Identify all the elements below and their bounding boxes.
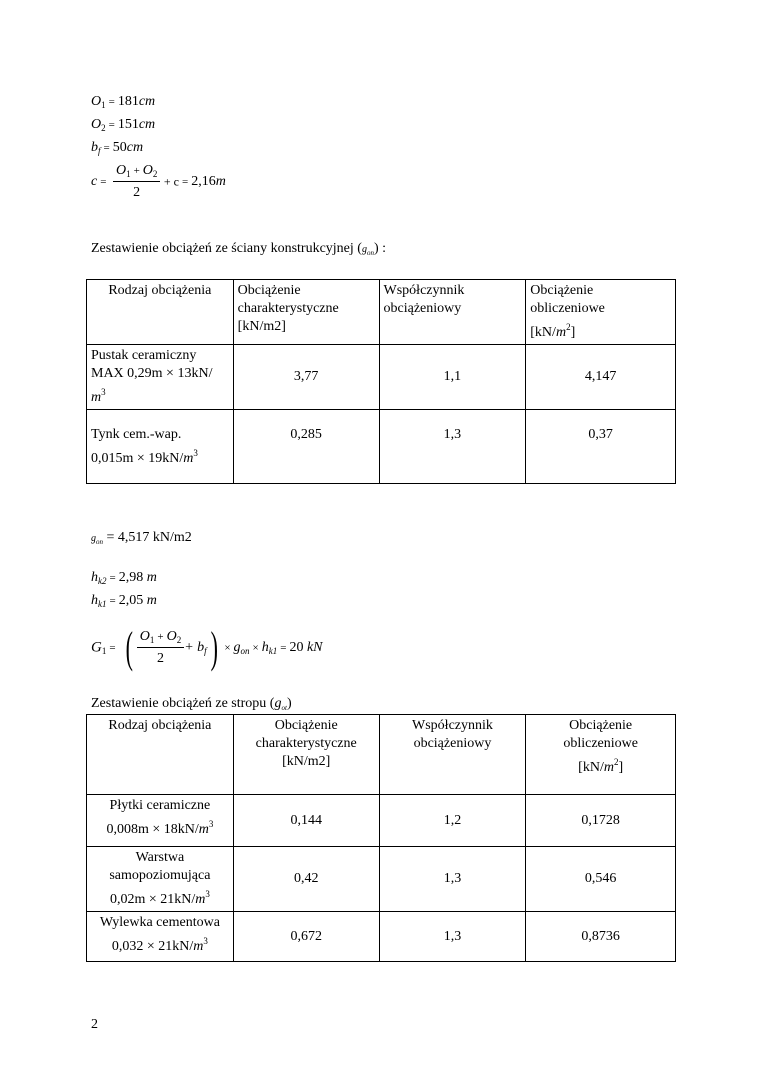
row-label: Płytki ceramiczne $0,008m \times 18kN/m^3$ xyxy=(87,795,234,847)
row-label: Pustak ceramiczny MAX 0,29m × 13kN/ $m^3$ xyxy=(87,345,234,410)
table-row xyxy=(87,912,676,962)
section1-title: Zestawienie obciążeń ze ściany konstrukcyjnej $(g_{on})$ : xyxy=(91,241,387,257)
row-char-value: 0,285 xyxy=(233,410,379,484)
row-char-value: 0,144 xyxy=(233,795,379,847)
section2-title: Zestawienie obciążeń ze stropu $(g_{ot})$ xyxy=(91,696,292,712)
row-char-value: 0,42 xyxy=(233,847,379,912)
hk1-value: $h_{k1} = 2,05$ m xyxy=(91,593,157,609)
c-fraction: $\frac{O_1 + O_2}{2}$ xyxy=(113,163,160,201)
param-o2: $O_2 = 151cm$ xyxy=(91,117,156,133)
table-row xyxy=(87,345,676,410)
hk2-value: $h_{k2} = 2,98$ m xyxy=(91,570,157,586)
header-load-type: Rodzaj obciążenia xyxy=(87,715,234,795)
row-char-value: 3,77 xyxy=(233,345,379,410)
row-factor-value: 1,2 xyxy=(379,795,526,847)
row-design-value: 0,8736 xyxy=(526,912,676,962)
gon-value: $g_{on} = 4,517$ kN/m2 xyxy=(91,530,192,546)
row-label: Warstwa samopoziomująca $0,02m \times 21kN/m^3$ xyxy=(87,847,234,912)
header-char-load: Obciążenie charakterystyczne [kN/m2] xyxy=(233,280,379,345)
param-bf: $b_f = 50cm$ xyxy=(91,140,144,156)
table-row xyxy=(87,410,676,484)
left-paren: ( xyxy=(125,623,134,672)
param-o1: $O_1 = 181cm$ xyxy=(91,94,156,110)
row-factor-value: 1,3 xyxy=(379,847,526,912)
header-factor: Współczynnik obciążeniowy xyxy=(379,715,526,795)
row-label: Tynk cem.-wap. $0,015m \times 19kN/m^3$ xyxy=(87,410,234,484)
load-table-floor xyxy=(86,714,676,962)
table-header-row xyxy=(87,280,676,345)
table-row xyxy=(87,847,676,912)
right-paren: ) xyxy=(210,623,218,672)
row-design-value: 0,546 xyxy=(526,847,676,912)
load-table-wall xyxy=(86,279,676,484)
table-row xyxy=(87,795,676,847)
header-factor: Współczynnik obciążeniowy xyxy=(379,280,526,345)
row-design-value: 0,1728 xyxy=(526,795,676,847)
table-header-row xyxy=(87,715,676,795)
header-design-load: Obciążenie obliczeniowe $[kN/m^2]$ xyxy=(526,715,676,795)
row-factor-value: 1,1 xyxy=(379,345,526,410)
page-number: 2 xyxy=(91,1017,98,1032)
header-char-load: Obciążenie charakterystyczne [kN/m2] xyxy=(233,715,379,795)
g1-formula: $G_1$ = ( $\frac{O_1 + O_2}{2}$ + $b_f) \times g_{on} \times h_{k1} = 20$ kN xyxy=(91,623,323,672)
header-design-load: Obciążenie obliczeniowe $[kN/m^2]$ xyxy=(526,280,676,345)
c-formula: c = $\frac{O_1 + O_2}{2}$ + c = 2,16m xyxy=(91,163,226,200)
row-design-value: 0,37 xyxy=(526,410,676,484)
row-design-value: 4,147 xyxy=(526,345,676,410)
header-load-type: Rodzaj obciążenia xyxy=(87,280,234,345)
row-label: Wylewka cementowa $0,032 \times 21kN/m^3$ xyxy=(87,912,234,962)
g1-fraction: $\frac{O_1 + O_2}{2}$ xyxy=(137,629,184,667)
row-factor-value: 1,3 xyxy=(379,410,526,484)
row-factor-value: 1,3 xyxy=(379,912,526,962)
row-char-value: 0,672 xyxy=(233,912,379,962)
